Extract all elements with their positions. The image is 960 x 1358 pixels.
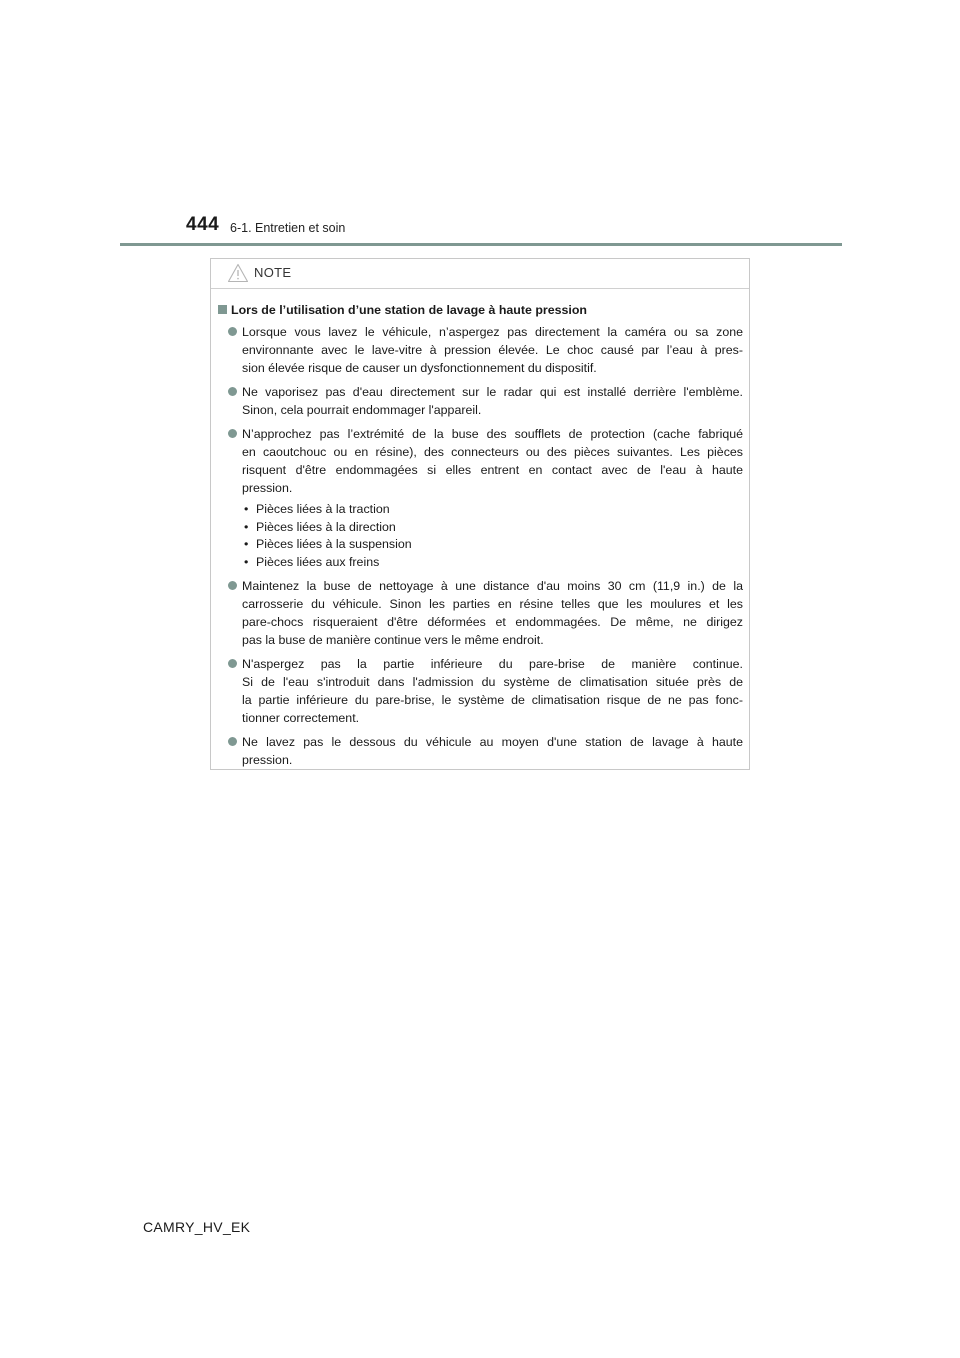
sub-item: • Pièces liées à la traction <box>242 501 743 519</box>
note-item-line: risquent d'être endommagées si elles entrent en contact avec de l'eau à haute <box>242 463 743 477</box>
note-item-line: carrosserie du véhicule. Sinon les parties en résine telles que les moulures et les <box>242 597 743 611</box>
square-bullet-icon <box>218 305 227 314</box>
section-title: 6-1. Entretien et soin <box>230 221 346 235</box>
note-body <box>211 289 749 769</box>
note-item-line: environnante avec le lave-vitre à pression élevée. Le choc causé par l’eau à pres- <box>242 343 743 357</box>
note-item-line: pression. <box>242 481 293 495</box>
note-box <box>210 258 750 770</box>
note-heading <box>215 301 743 319</box>
sub-item: • Pièces liées à la direction <box>242 519 743 537</box>
note-item-line: sion élevée risque de causer un dysfonctionnement du dispositif. <box>242 361 597 375</box>
note-item-line: Lorsque vous lavez le véhicule, n’aspergez pas directement la caméra ou sa zone <box>242 325 743 339</box>
page-number: 444 <box>186 214 220 235</box>
footer-model-code: CAMRY_HV_EK <box>143 1219 251 1235</box>
note-label: NOTE <box>254 265 292 280</box>
header-rule <box>120 243 842 246</box>
note-item-line: pare-chocs risqueraient d'être déformées et endommagées. De même, ne dirigez <box>242 615 743 629</box>
circle-bullet-icon <box>228 659 237 668</box>
sub-item: • Pièces liées aux freins <box>242 554 743 572</box>
note-item-line: en caoutchouc ou en résine), des connecteurs ou des pièces suivantes. Les pièces <box>242 445 743 459</box>
circle-bullet-icon <box>228 581 237 590</box>
warning-triangle-icon <box>227 263 249 283</box>
note-item-line: Ne lavez pas le dessous du véhicule au moyen d'une station de lavage à haute <box>242 735 743 749</box>
note-item <box>215 425 743 571</box>
note-item-line: Si de l'eau s'introduit dans l'admission du système de climatisation située près de <box>242 675 743 689</box>
note-item <box>215 383 743 419</box>
note-item-line: Ne vaporisez pas d'eau directement sur le radar qui est installé derrière l'emblème. <box>242 385 743 399</box>
note-item-list <box>215 323 743 769</box>
note-item <box>215 655 743 727</box>
note-item <box>215 733 743 769</box>
note-item-line: Maintenez la buse de nettoyage à une distance d'au moins 30 cm (11,9 in.) de la <box>242 579 743 593</box>
note-item-line: Sinon, cela pourrait endommager l'appareil. <box>242 403 482 417</box>
note-heading-text: Lors de l’utilisation d’une station de lavage à haute pression <box>231 303 587 317</box>
note-item-line: tionner correctement. <box>242 711 360 725</box>
note-item-line: pression. <box>242 753 293 767</box>
circle-bullet-icon <box>228 387 237 396</box>
note-item-line: la partie inférieure du pare-brise, le système de climatisation risque de ne pas fonc- <box>242 693 743 707</box>
note-item-line: N'aspergez pas la partie inférieure du pare-brise de manière continue. <box>242 657 743 671</box>
note-item <box>215 323 743 377</box>
note-item <box>215 577 743 649</box>
note-item-line: pas la buse de manière continue vers le même endroit. <box>242 633 544 647</box>
note-header <box>211 259 749 289</box>
circle-bullet-icon <box>228 737 237 746</box>
circle-bullet-icon <box>228 327 237 336</box>
sub-item: • Pièces liées à la suspension <box>242 536 743 554</box>
note-item-line: N’approchez pas l’extrémité de la buse des soufflets de protection (cache fabriqué <box>242 427 743 441</box>
sub-item-list <box>242 501 743 571</box>
circle-bullet-icon <box>228 429 237 438</box>
